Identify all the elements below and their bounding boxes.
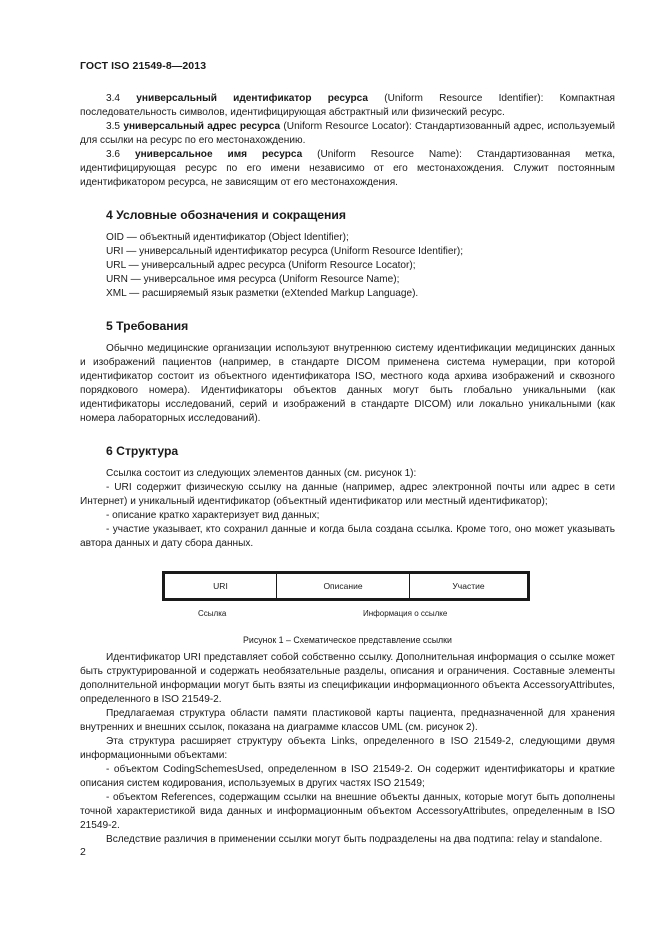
section-6-bullet: - объектом References, содержащим ссылки на внешние объекты данных, которые могут быть дополнены точной характеристикой вида данных и информационным объектом AccessoryAttributes, определенным в ISO 21549-2. [80,792,615,831]
reference-structure-box [162,571,530,601]
section-5-title: 5 Требования [106,319,189,333]
section-4-title: 4 Условные обозначения и сокращения [106,208,347,222]
abbreviation-item: URN — универсальное имя ресурса (Uniform Resource Name); [106,274,400,285]
abbreviation-item: URI — универсальный идентификатор ресурса (Uniform Resource Identifier); [106,246,464,257]
figure-cell-description: Описание [277,574,410,598]
figure-1 [80,565,615,651]
page-content [80,92,615,847]
definition-term: универсальный идентификатор ресурса [136,93,368,104]
figure-caption: Рисунок 1 – Схематическое представление ссылки [243,635,452,645]
abbreviation-item: URL — универсальный адрес ресурса (Uniform Resource Locator); [106,260,416,271]
definition-3-5 [80,120,615,148]
figure-cell-participation: Участие [452,581,485,591]
section-6-intro: Ссылка состоит из следующих элементов данных (см. рисунок 1): [106,468,417,479]
figure-label-reference: Ссылка [198,609,227,618]
section-6-bullet: - URI содержит физическую ссылку на данные (например, адрес электронной почты или адрес в сети Интернет) и уникальный идентификатор (объектный идентификатор или местный идентификатор); [80,482,615,507]
definition-number: 3.5 [106,121,121,132]
definition-term: универсальное имя ресурса [134,149,303,160]
abbreviation-item: XML — расширяемый язык разметки (eXtended Markup Language). [106,288,419,299]
page-number: 2 [80,846,86,858]
section-6-paragraph: Эта структура расширяет структуру объекта Links, определенного в ISO 21549-2, следующими двумя информационными объектами: [80,736,615,761]
definition-number: 3.4 [106,93,121,104]
figure-cell-uri: URI [165,574,277,598]
figure-label-reference-info: Информация о ссылке [363,609,448,618]
section-6-paragraph: Идентификатор URI представляет собой собственно ссылку. Дополнительная информация о ссылке может быть структурированной и содержать необязательные разделы, описания и ограничения. Составные элементы дополнительной информации могут быть взяты из спецификации информационного объекта AccessoryAttributes, определенного в ISO 21549-2. [80,652,615,705]
section-6-final-paragraph: Вследствие различия в применении ссылки могут быть подразделены на два подтипа: relay и standalone. [106,834,603,845]
definition-term: универсальный адрес ресурса [123,121,281,132]
definition-text: (Uniform Resource Identifier): Компактная последовательность символов, идентифицирующая абстрактный или физический ресурс. [80,93,615,118]
section-6-bullet: - описание кратко характеризует вид данных; [106,510,320,521]
section-5-paragraph: Обычно медицинские организации используют внутреннюю систему идентификации медицинских данных и изображений пациентов (например, в стандарте DICOM применена система нумерации, при которой идентификатор состоит из объектного идентификатора ISO, местного кода архива изображений и сквозного порядкового номера). Идентификаторы объектов данных могут быть глобально уникальными (как идентификаторы исследований, серий и изображений в стандарте DICOM) или локально уникальными (как номера лабораторных исследований). [80,343,615,424]
definition-3-6 [80,148,615,190]
definition-text: (Uniform Resource Locator): Стандартизованный адрес, используемый для ссылки на ресурс по его местонахождению. [80,121,615,146]
abbreviation-item: OID — объектный идентификатор (Object Identifier); [106,232,349,243]
section-6-paragraph: Предлагаемая структура области памяти пластиковой карты пациента, предназначенной для хранения внутренних и внешних ссылок, показана на диаграмме классов UML (см. рисунок 2). [80,708,615,733]
document-header: ГОСТ ISO 21549-8—2013 [80,60,207,72]
section-6-bullet: - участие указывает, кто сохранил данные и когда была создана ссылка. Кроме того, оно может указывать автора данных и дату сбора данных. [80,524,615,549]
section-6-bullet: - объектом CodingSchemesUsed, определенном в ISO 21549-2. Он содержит идентификаторы и краткие описания систем кодирования, используемых в других частях ISO 21549; [80,764,615,789]
definition-3-4 [80,92,615,120]
definition-number: 3.6 [106,149,121,160]
section-6-title: 6 Структура [106,444,179,458]
definition-text: (Uniform Resource Name): Стандартизованная метка, идентифицирующая ресурс по его имени независимо от его местонахождения. Служит постоянным идентификатором ресурса, не зависящим от его местонахождения. [80,149,616,188]
